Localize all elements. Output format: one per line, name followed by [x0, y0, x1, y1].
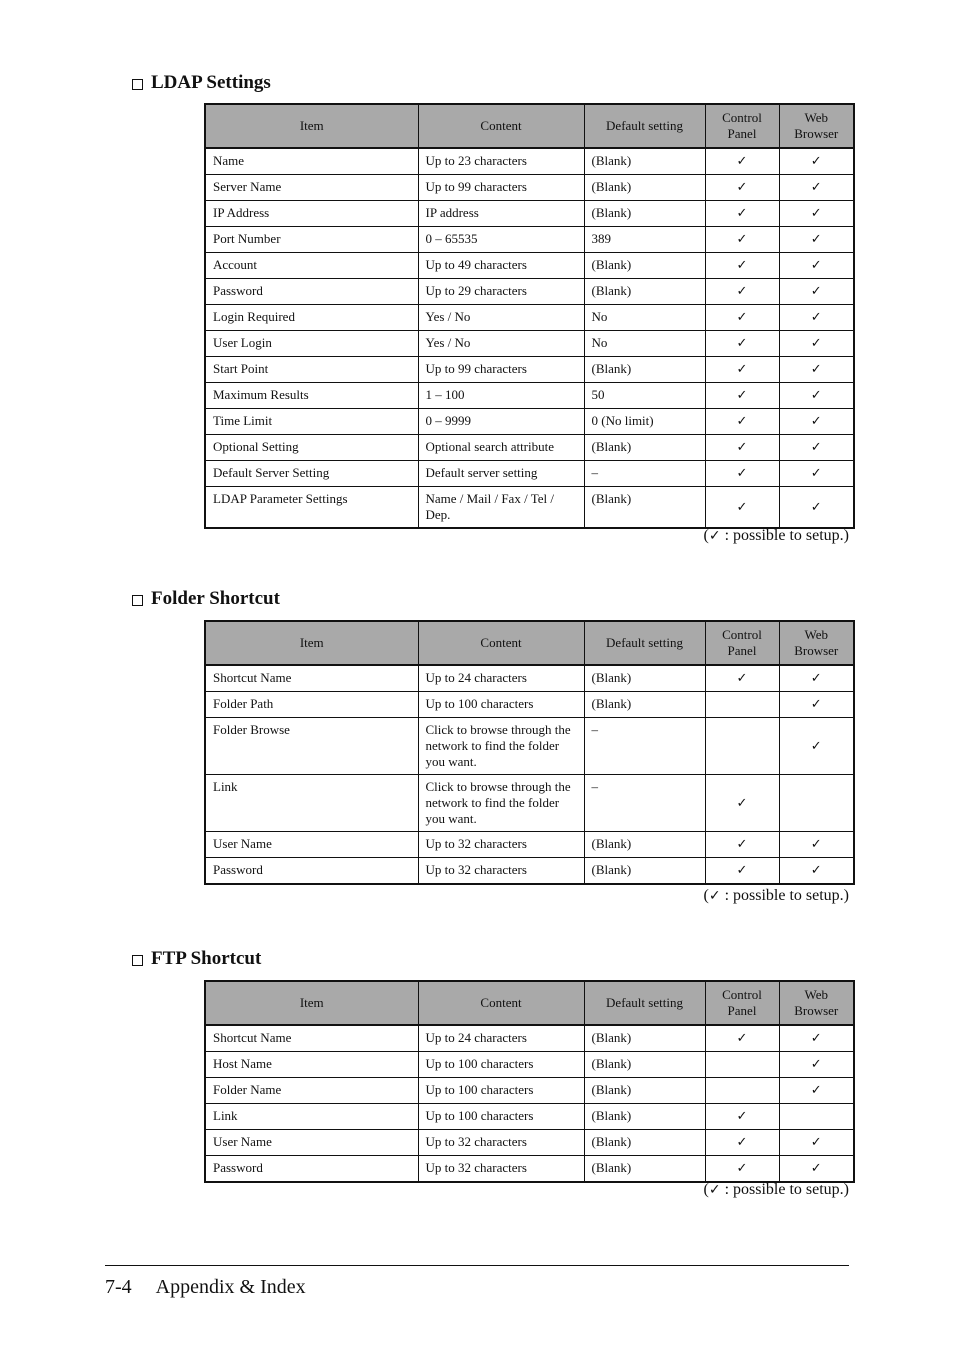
cell-content: Up to 23 characters — [418, 148, 584, 175]
table-row — [205, 357, 854, 383]
section-title-text: Folder Shortcut — [151, 588, 280, 609]
cell-control-panel — [705, 461, 779, 487]
cell-web-browser — [779, 148, 854, 175]
note-paren: ( — [703, 527, 709, 544]
checkmark-icon: ✓ — [736, 1161, 748, 1176]
ftp-shortcut-title — [132, 948, 261, 970]
table-header-row — [205, 104, 854, 148]
checkmark-icon: ✓ — [736, 414, 748, 429]
cell-default: 50 — [584, 383, 705, 409]
column-header-web-browser: Web Browser — [779, 981, 854, 1025]
column-header-default: Default setting — [584, 104, 705, 148]
cell-content: Up to 100 characters — [418, 1104, 584, 1130]
checkbox-bullet-icon — [132, 955, 143, 966]
checkmark-icon: ✓ — [810, 863, 822, 878]
cell-item: IP Address — [205, 201, 418, 227]
cell-control-panel — [705, 331, 779, 357]
cell-default: (Blank) — [584, 1130, 705, 1156]
cell-default: (Blank) — [584, 692, 705, 718]
cell-web-browser — [779, 1025, 854, 1052]
table-row — [205, 718, 854, 775]
cell-content: Up to 32 characters — [418, 832, 584, 858]
checkbox-bullet-icon — [132, 79, 143, 90]
checkmark-icon: ✓ — [736, 310, 748, 325]
checkmark-icon: ✓ — [736, 336, 748, 351]
cell-item: User Name — [205, 1130, 418, 1156]
cell-control-panel — [705, 1025, 779, 1052]
ldap-settings-title — [132, 72, 271, 94]
checkmark-icon: ✓ — [810, 440, 822, 455]
checkmark-icon: ✓ — [736, 499, 748, 515]
cell-web-browser — [779, 718, 854, 775]
cell-web-browser — [779, 1156, 854, 1183]
cell-default: (Blank) — [584, 832, 705, 858]
cell-web-browser — [779, 201, 854, 227]
note-paren: ( — [703, 1181, 709, 1198]
cell-item: Password — [205, 279, 418, 305]
cell-web-browser — [779, 279, 854, 305]
table-row — [205, 331, 854, 357]
cell-default: (Blank) — [584, 1156, 705, 1183]
cell-item: LDAP Parameter Settings — [205, 487, 418, 529]
checkmark-icon: ✓ — [810, 414, 822, 429]
cell-default: No — [584, 331, 705, 357]
column-header-item: Item — [205, 621, 418, 665]
folder-shortcut-title — [132, 588, 280, 610]
ldap-settings-legend-note — [704, 527, 850, 545]
checkmark-icon: ✓ — [810, 284, 822, 299]
table-header-row — [205, 621, 854, 665]
cell-content: IP address — [418, 201, 584, 227]
cell-web-browser — [779, 1078, 854, 1104]
table-row — [205, 279, 854, 305]
checkmark-icon: ✓ — [736, 671, 748, 686]
cell-web-browser — [779, 357, 854, 383]
cell-content: Up to 32 characters — [418, 1130, 584, 1156]
folder-shortcut-legend-note — [704, 887, 850, 905]
cell-web-browser — [779, 692, 854, 718]
cell-default: (Blank) — [584, 253, 705, 279]
checkmark-icon: ✓ — [810, 388, 822, 403]
checkmark-icon: ✓ — [736, 388, 748, 403]
cell-web-browser — [779, 383, 854, 409]
column-header-control-panel: Control Panel — [705, 104, 779, 148]
cell-web-browser — [779, 775, 854, 832]
checkmark-icon: ✓ — [810, 466, 822, 481]
checkmark-icon: ✓ — [736, 1135, 748, 1150]
table-row — [205, 148, 854, 175]
checkmark-icon: ✓ — [736, 232, 748, 247]
cell-content: Click to browse through the network to find the folder you want. — [418, 718, 584, 775]
column-header-content: Content — [418, 104, 584, 148]
cell-default: 389 — [584, 227, 705, 253]
checkmark-icon: ✓ — [810, 1031, 822, 1046]
cell-web-browser — [779, 227, 854, 253]
column-header-web-browser: Web Browser — [779, 621, 854, 665]
cell-control-panel — [705, 201, 779, 227]
table-row — [205, 175, 854, 201]
table-row — [205, 775, 854, 832]
cell-default: (Blank) — [584, 435, 705, 461]
checkmark-icon: ✓ — [708, 888, 721, 904]
table-row — [205, 1130, 854, 1156]
cell-control-panel — [705, 175, 779, 201]
checkmark-icon: ✓ — [810, 697, 822, 712]
checkmark-icon: ✓ — [736, 1109, 748, 1124]
table-row — [205, 1025, 854, 1052]
table-row — [205, 1104, 854, 1130]
footer-rule — [105, 1265, 849, 1266]
note-text: : possible to setup.) — [724, 527, 849, 544]
cell-item: Folder Name — [205, 1078, 418, 1104]
checkmark-icon: ✓ — [736, 795, 748, 811]
cell-content: Optional search attribute — [418, 435, 584, 461]
checkmark-icon: ✓ — [810, 258, 822, 273]
cell-content: Up to 24 characters — [418, 1025, 584, 1052]
table-row — [205, 253, 854, 279]
checkmark-icon: ✓ — [736, 362, 748, 377]
cell-default: No — [584, 305, 705, 331]
checkmark-icon: ✓ — [736, 154, 748, 169]
checkmark-icon: ✓ — [810, 1161, 822, 1176]
checkmark-icon: ✓ — [810, 1135, 822, 1150]
table-row — [205, 858, 854, 885]
cell-control-panel — [705, 718, 779, 775]
cell-content: Up to 99 characters — [418, 357, 584, 383]
checkmark-icon: ✓ — [736, 258, 748, 273]
cell-web-browser — [779, 305, 854, 331]
cell-default: (Blank) — [584, 1025, 705, 1052]
ftp-shortcut-table — [204, 980, 855, 1183]
column-header-web-browser: Web Browser — [779, 104, 854, 148]
cell-default: (Blank) — [584, 858, 705, 885]
cell-control-panel — [705, 253, 779, 279]
cell-content: Up to 29 characters — [418, 279, 584, 305]
checkmark-icon: ✓ — [810, 362, 822, 377]
section-title-text: LDAP Settings — [151, 72, 271, 93]
checkmark-icon: ✓ — [810, 206, 822, 221]
folder-shortcut-table — [204, 620, 855, 885]
cell-content: Yes / No — [418, 305, 584, 331]
cell-content: Up to 49 characters — [418, 253, 584, 279]
cell-web-browser — [779, 409, 854, 435]
cell-item: Link — [205, 1104, 418, 1130]
checkmark-icon: ✓ — [810, 738, 822, 754]
note-text: : possible to setup.) — [724, 887, 849, 904]
table-row — [205, 409, 854, 435]
cell-item: Optional Setting — [205, 435, 418, 461]
column-header-control-panel: Control Panel — [705, 981, 779, 1025]
cell-item: Time Limit — [205, 409, 418, 435]
cell-control-panel — [705, 1130, 779, 1156]
cell-control-panel — [705, 1078, 779, 1104]
column-header-default: Default setting — [584, 981, 705, 1025]
cell-content: 0 – 65535 — [418, 227, 584, 253]
cell-control-panel — [705, 435, 779, 461]
checkmark-icon: ✓ — [736, 1031, 748, 1046]
checkmark-icon: ✓ — [810, 154, 822, 169]
cell-control-panel — [705, 832, 779, 858]
column-header-content: Content — [418, 981, 584, 1025]
cell-default: (Blank) — [584, 279, 705, 305]
checkmark-icon: ✓ — [736, 440, 748, 455]
table-row — [205, 1078, 854, 1104]
cell-control-panel — [705, 383, 779, 409]
cell-default: – — [584, 775, 705, 832]
cell-web-browser — [779, 331, 854, 357]
checkmark-icon: ✓ — [810, 671, 822, 686]
cell-default: (Blank) — [584, 665, 705, 692]
cell-item: User Name — [205, 832, 418, 858]
column-header-item: Item — [205, 981, 418, 1025]
cell-web-browser — [779, 858, 854, 885]
cell-default: – — [584, 461, 705, 487]
cell-content: Click to browse through the network to find the folder you want. — [418, 775, 584, 832]
table-row — [205, 1156, 854, 1183]
section-title-text: FTP Shortcut — [151, 948, 262, 969]
cell-control-panel — [705, 775, 779, 832]
cell-web-browser — [779, 665, 854, 692]
cell-content: Up to 32 characters — [418, 858, 584, 885]
checkmark-icon: ✓ — [810, 837, 822, 852]
cell-web-browser — [779, 487, 854, 529]
cell-item: Host Name — [205, 1052, 418, 1078]
cell-web-browser — [779, 253, 854, 279]
cell-content: Default server setting — [418, 461, 584, 487]
note-text: : possible to setup.) — [724, 1181, 849, 1198]
cell-control-panel — [705, 665, 779, 692]
cell-control-panel — [705, 227, 779, 253]
cell-default: 0 (No limit) — [584, 409, 705, 435]
cell-content: Up to 24 characters — [418, 665, 584, 692]
table-row — [205, 487, 854, 529]
cell-item: Shortcut Name — [205, 665, 418, 692]
table-header-row — [205, 981, 854, 1025]
table-row — [205, 665, 854, 692]
column-header-control-panel: Control Panel — [705, 621, 779, 665]
cell-content: 0 – 9999 — [418, 409, 584, 435]
cell-item: Port Number — [205, 227, 418, 253]
cell-web-browser — [779, 461, 854, 487]
checkmark-icon: ✓ — [736, 284, 748, 299]
cell-content: Up to 100 characters — [418, 1078, 584, 1104]
checkmark-icon: ✓ — [810, 310, 822, 325]
cell-item: Folder Path — [205, 692, 418, 718]
cell-content: 1 – 100 — [418, 383, 584, 409]
column-header-content: Content — [418, 621, 584, 665]
cell-item: Name — [205, 148, 418, 175]
ftp-shortcut-legend-note — [704, 1181, 850, 1199]
cell-item: Link — [205, 775, 418, 832]
checkmark-icon: ✓ — [810, 499, 822, 515]
cell-content: Yes / No — [418, 331, 584, 357]
cell-content: Up to 100 characters — [418, 1052, 584, 1078]
checkmark-icon: ✓ — [810, 336, 822, 351]
cell-default: (Blank) — [584, 201, 705, 227]
checkmark-icon: ✓ — [708, 528, 721, 544]
cell-control-panel — [705, 279, 779, 305]
table-row — [205, 201, 854, 227]
checkmark-icon: ✓ — [736, 180, 748, 195]
cell-web-browser — [779, 175, 854, 201]
checkmark-icon: ✓ — [736, 206, 748, 221]
column-header-default: Default setting — [584, 621, 705, 665]
ldap-settings-table — [204, 103, 855, 529]
cell-default: (Blank) — [584, 175, 705, 201]
cell-item: Server Name — [205, 175, 418, 201]
cell-item: User Login — [205, 331, 418, 357]
table-row — [205, 435, 854, 461]
checkmark-icon: ✓ — [810, 1083, 822, 1098]
cell-control-panel — [705, 409, 779, 435]
cell-control-panel — [705, 1104, 779, 1130]
cell-item: Shortcut Name — [205, 1025, 418, 1052]
checkmark-icon: ✓ — [810, 232, 822, 247]
cell-content: Name / Mail / Fax / Tel / Dep. — [418, 487, 584, 529]
table-row — [205, 832, 854, 858]
cell-control-panel — [705, 858, 779, 885]
checkmark-icon: ✓ — [810, 180, 822, 195]
cell-default: (Blank) — [584, 357, 705, 383]
table-row — [205, 692, 854, 718]
cell-web-browser — [779, 832, 854, 858]
checkmark-icon: ✓ — [708, 1182, 721, 1198]
cell-control-panel — [705, 357, 779, 383]
cell-item: Maximum Results — [205, 383, 418, 409]
cell-web-browser — [779, 435, 854, 461]
checkbox-bullet-icon — [132, 595, 143, 606]
table-row — [205, 461, 854, 487]
cell-control-panel — [705, 1052, 779, 1078]
page-number: 7-4 — [105, 1276, 132, 1298]
cell-item: Login Required — [205, 305, 418, 331]
note-paren: ( — [703, 887, 709, 904]
cell-item: Start Point — [205, 357, 418, 383]
cell-default: (Blank) — [584, 487, 705, 529]
table-row — [205, 305, 854, 331]
checkmark-icon: ✓ — [736, 863, 748, 878]
cell-item: Account — [205, 253, 418, 279]
cell-web-browser — [779, 1052, 854, 1078]
cell-web-browser — [779, 1104, 854, 1130]
cell-content: Up to 99 characters — [418, 175, 584, 201]
table-row — [205, 1052, 854, 1078]
table-row — [205, 227, 854, 253]
page-footer — [105, 1276, 306, 1299]
cell-control-panel — [705, 1156, 779, 1183]
checkmark-icon: ✓ — [810, 1057, 822, 1072]
cell-control-panel — [705, 692, 779, 718]
cell-content: Up to 32 characters — [418, 1156, 584, 1183]
footer-section-title: Appendix & Index — [155, 1276, 306, 1298]
checkmark-icon: ✓ — [736, 466, 748, 481]
table-row — [205, 383, 854, 409]
cell-item: Password — [205, 858, 418, 885]
cell-control-panel — [705, 148, 779, 175]
cell-item: Password — [205, 1156, 418, 1183]
cell-default: (Blank) — [584, 148, 705, 175]
cell-default: (Blank) — [584, 1052, 705, 1078]
cell-default: (Blank) — [584, 1078, 705, 1104]
cell-item: Default Server Setting — [205, 461, 418, 487]
cell-default: (Blank) — [584, 1104, 705, 1130]
cell-control-panel — [705, 487, 779, 529]
cell-content: Up to 100 characters — [418, 692, 584, 718]
cell-default: – — [584, 718, 705, 775]
cell-item: Folder Browse — [205, 718, 418, 775]
checkmark-icon: ✓ — [736, 837, 748, 852]
column-header-item: Item — [205, 104, 418, 148]
cell-control-panel — [705, 305, 779, 331]
cell-web-browser — [779, 1130, 854, 1156]
